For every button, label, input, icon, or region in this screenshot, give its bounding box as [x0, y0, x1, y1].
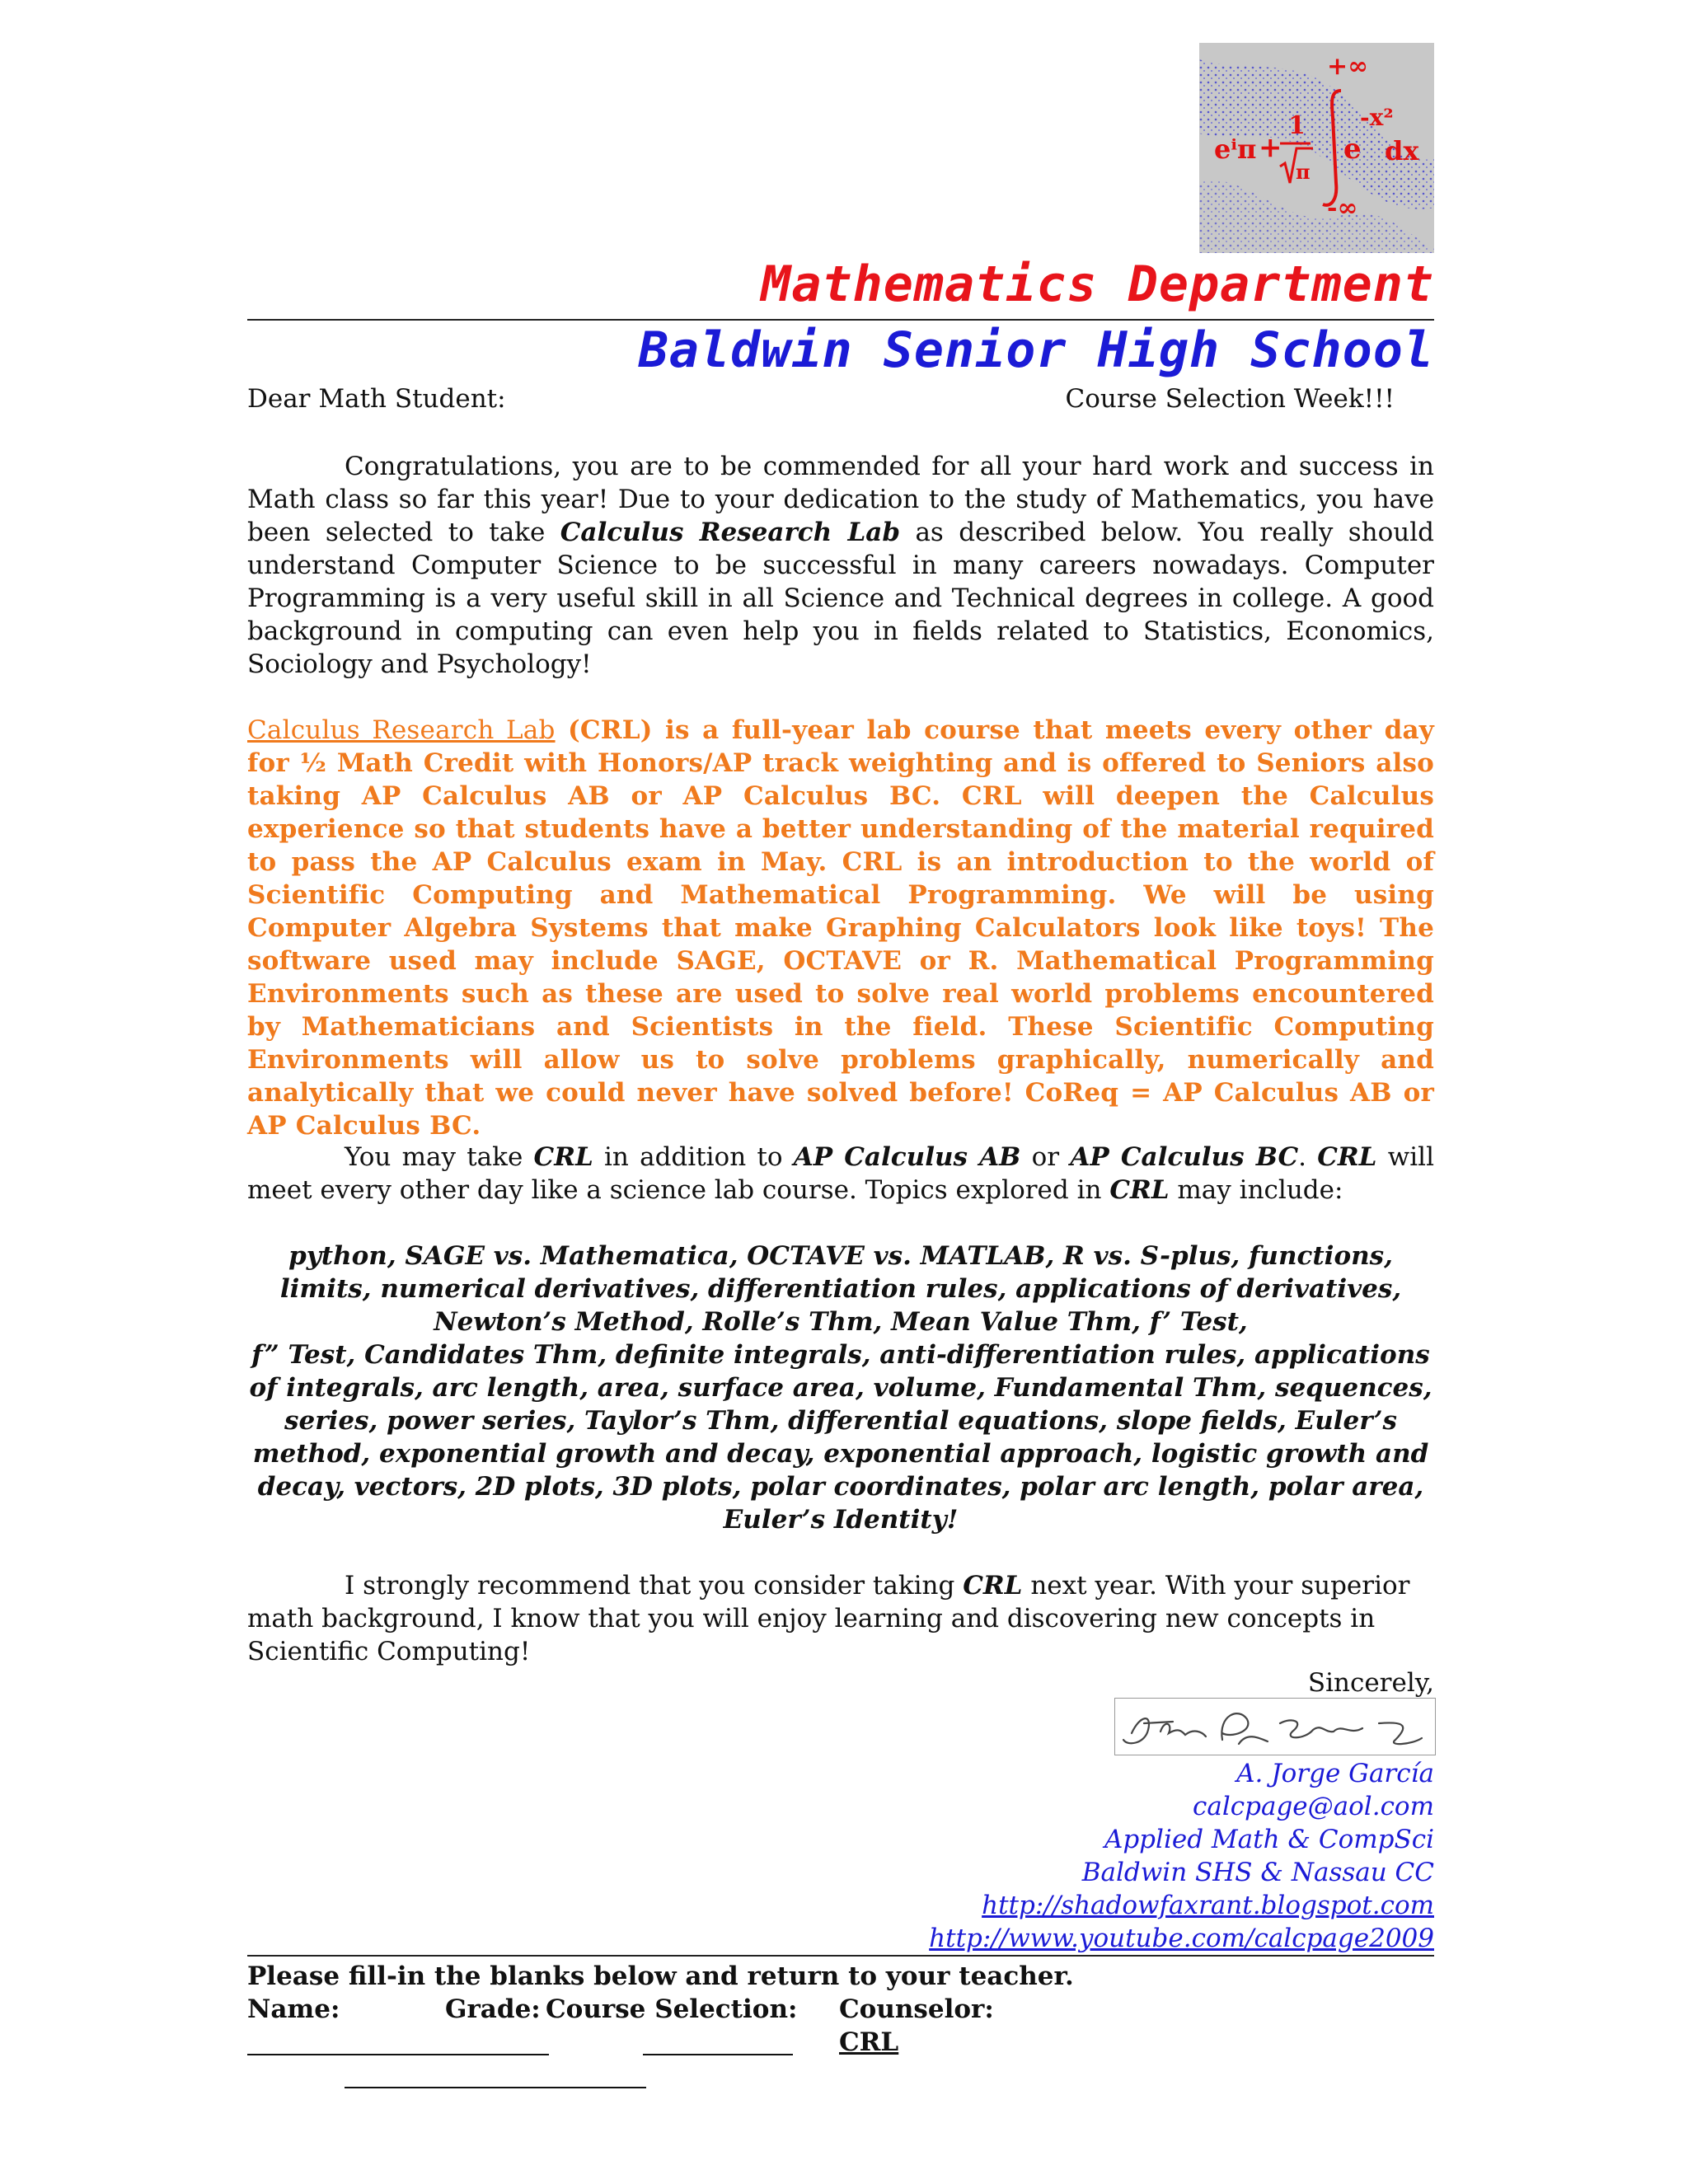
svg-text:e: e: [1343, 133, 1362, 166]
department-title: Mathematics Department: [761, 255, 1434, 313]
svg-text:-∞: -∞: [1327, 194, 1358, 223]
closing: Sincerely,: [1307, 1668, 1434, 1698]
handwritten-signature-icon: [1114, 1698, 1436, 1755]
grade-blank[interactable]: [643, 2054, 793, 2055]
form-instruction: Please fill-in the blanks below and return to your teacher.: [247, 1961, 1074, 1991]
name-label: Name:: [247, 1994, 340, 2024]
topics-line: decay, vectors, 2D plots, 3D plots, polar coordinates, polar arc length, polar area,: [257, 1472, 1424, 1502]
counselor-blank[interactable]: [345, 2087, 646, 2088]
topics-list: [247, 1240, 1434, 1536]
course-selection-value: CRL: [839, 2027, 899, 2057]
recommendation-paragraph: I strongly recommend that you consider taking CRL next year. With your superior math background, I know that you will enjoy learning and discovering new concepts in Scientific Computing!: [247, 1571, 1410, 1666]
course-selection-label: Course Selection:: [546, 1994, 798, 2024]
course-selection-note: Course Selection Week!!!: [1065, 384, 1395, 414]
crl-schedule-paragraph: You may take CRL in addition to AP Calculus AB or AP Calculus BC. CRL will meet every other day like a science lab course. Topics explored in CRL may include:: [247, 1142, 1434, 1205]
signature-block: [929, 1757, 1434, 1955]
salutation: Dear Math Student:: [247, 384, 506, 414]
signer-email: calcpage@aol.com: [1193, 1792, 1434, 1821]
formula-icon: [1199, 43, 1434, 253]
intro-paragraph: Congratulations, you are to be commended for all your hard work and success in Math class so far this year! Due to your dedication to the study of Mathematics, you have been selected to take Calculus Research Lab as described below. You really should understand Computer Science to be successful in many careers nowadays. Computer Programming is a very useful skill in all Science and Technical degrees in college. A good background in computing can even help you in fields related to Statistics, Economics, Sociology and Psychology!: [247, 452, 1435, 679]
name-blank[interactable]: [247, 2054, 549, 2055]
signer-name: A. Jorge García: [1236, 1759, 1434, 1788]
svg-text:+∞: +∞: [1327, 52, 1369, 81]
topics-line: method, exponential growth and decay, exponential approach, logistic growth and: [252, 1439, 1429, 1469]
grade-label: Grade:: [445, 1994, 541, 2024]
topics-line: of integrals, arc length, area, surface area, volume, Fundamental Thm, sequences,: [249, 1373, 1432, 1403]
svg-text:+: +: [1259, 131, 1282, 164]
calculus-formula-logo: [1199, 43, 1434, 253]
form-divider: [247, 1955, 1434, 1957]
signer-title: Applied Math & CompSci: [1104, 1825, 1434, 1854]
youtube-link[interactable]: http://www.youtube.com/calcpage2009: [929, 1924, 1434, 1953]
blog-link[interactable]: http://shadowfaxrant.blogspot.com: [982, 1891, 1434, 1920]
school-title: Baldwin Senior High School: [638, 321, 1434, 379]
svg-text:-x²: -x²: [1360, 104, 1394, 131]
crl-description-paragraph: Calculus Research Lab (CRL) is a full-year lab course that meets every other day for ½ Math Credit with Honors/AP track weighting and is offered to Seniors also taking AP Calculus AB or AP Calculus BC. CRL will deepen the Calculus experience so that students have a better understanding of the material required to pass the AP Calculus exam in May. CRL is an introduction to the world of Scientific Computing and Mathematical Programming. We will be using Computer Algebra Systems that make Graphing Calculators look like toys! The software used may include SAGE, OCTAVE or R. Mathematical Programming Environments such as these are used to solve real world problems encountered by Mathematicians and Scientists in the field. These Scientific Computing Environments will allow us to solve problems graphically, numerically and analytically that we could never have solved before! CoReq = AP Calculus AB or AP Calculus BC.: [247, 715, 1434, 1141]
svg-text:1: 1: [1288, 111, 1306, 140]
topics-line: Euler’s Identity!: [723, 1505, 959, 1535]
svg-text:dx: dx: [1385, 135, 1419, 166]
header-divider: [247, 319, 1434, 321]
topics-line: series, power series, Taylor’s Thm, differential equations, slope fields, Euler’s: [284, 1406, 1397, 1436]
topics-line: f” Test, Candidates Thm, definite integrals, anti-differentiation rules, applications: [251, 1340, 1430, 1370]
course-name: Calculus Research Lab: [560, 518, 901, 547]
topics-line: limits, numerical derivatives, differentiation rules, applications of derivatives,: [279, 1274, 1402, 1304]
topics-line: Newton’s Method, Rolle’s Thm, Mean Value Thm, f’ Test,: [434, 1307, 1248, 1337]
crl-link[interactable]: Calculus Research Lab: [247, 715, 556, 745]
svg-text:π: π: [1296, 160, 1311, 184]
topics-line: python, SAGE vs. Mathematica, OCTAVE vs. MATLAB, R vs. S-plus, functions,: [288, 1241, 1393, 1271]
counselor-label: Counselor:: [839, 1994, 994, 2024]
svg-text:eⁱπ: eⁱπ: [1214, 134, 1257, 165]
signer-affiliation: Baldwin SHS & Nassau CC: [1081, 1858, 1434, 1887]
